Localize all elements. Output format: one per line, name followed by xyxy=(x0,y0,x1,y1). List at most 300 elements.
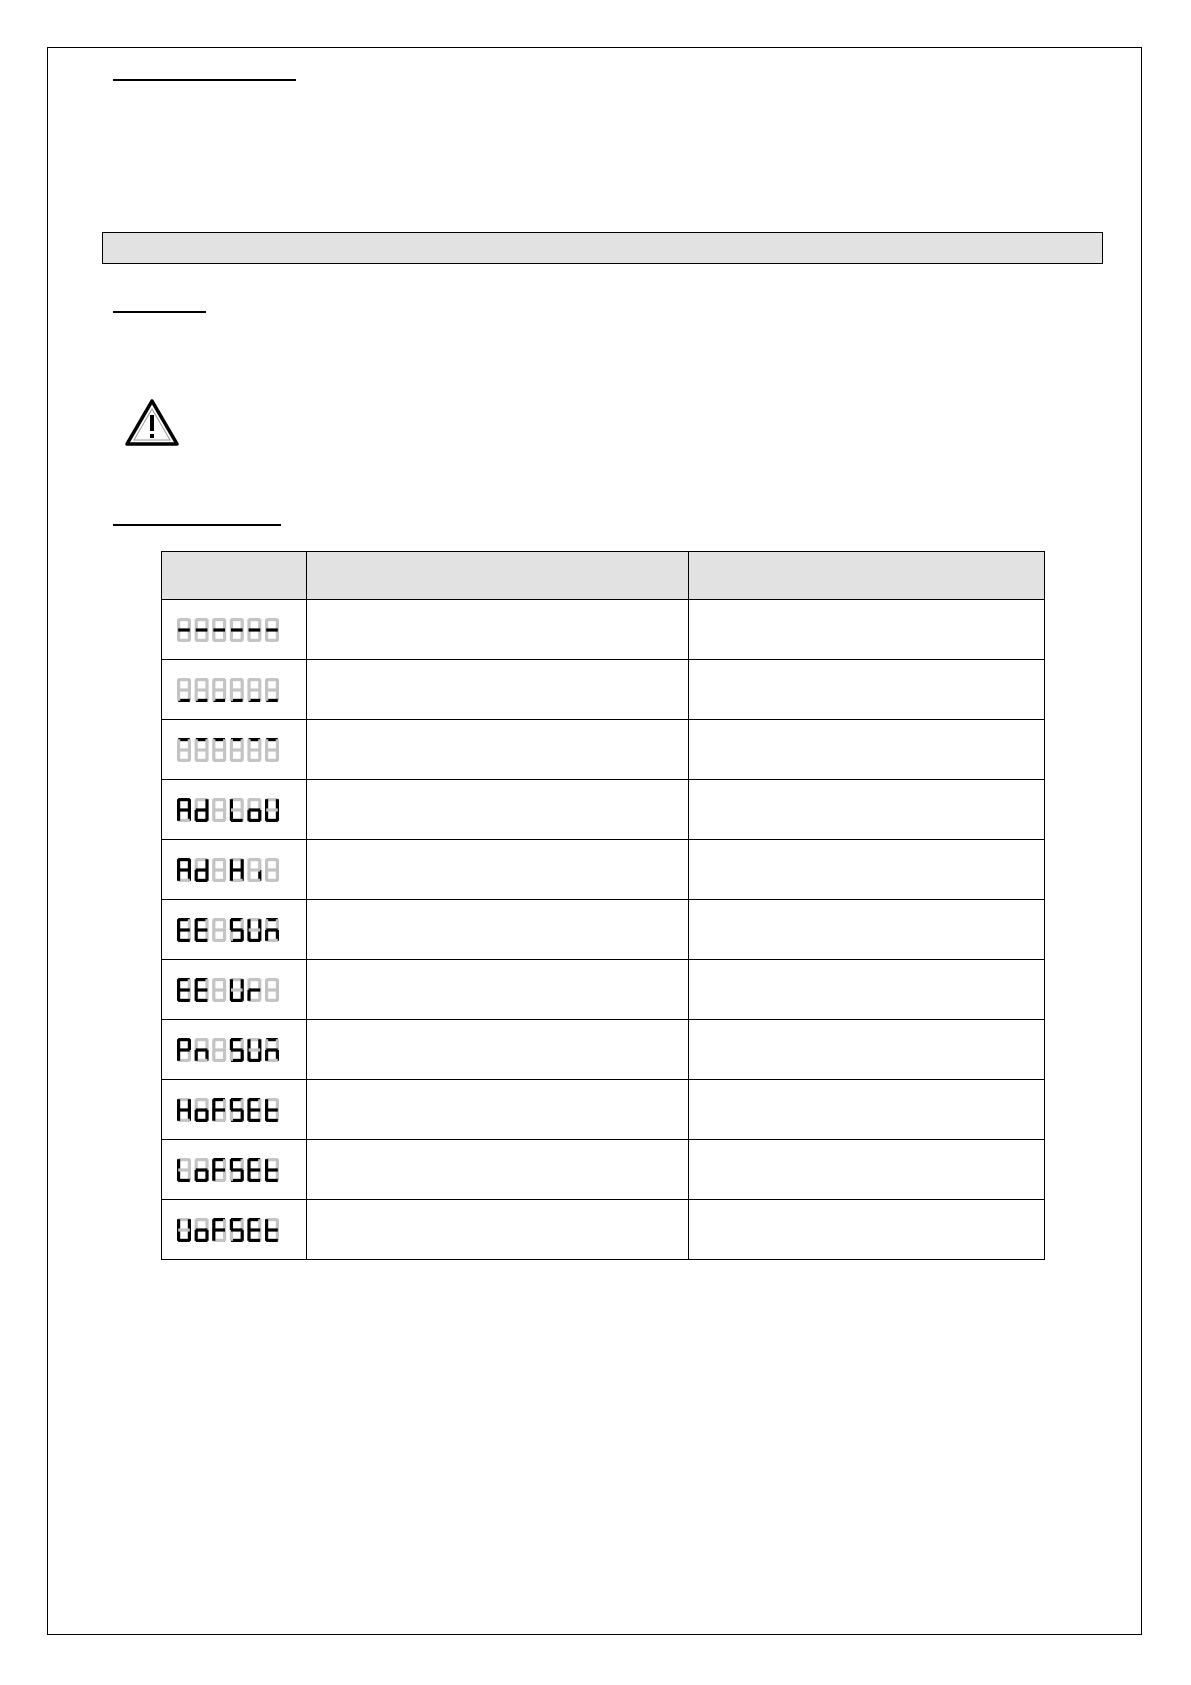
segment-unlit xyxy=(266,988,278,991)
segment-lit xyxy=(196,988,208,991)
segment-lit xyxy=(258,1039,261,1050)
segment-unlit xyxy=(258,1099,261,1110)
segment-unlit xyxy=(258,1159,261,1170)
description-cell xyxy=(307,780,689,840)
segment-unlit xyxy=(223,1219,226,1230)
display-digit xyxy=(230,618,244,642)
display-digit xyxy=(247,918,261,942)
segment-unlit xyxy=(205,1219,208,1230)
display-digit xyxy=(177,678,191,702)
segment-unlit xyxy=(195,1099,198,1110)
display-digit xyxy=(247,738,261,762)
segment-unlit xyxy=(177,690,180,701)
section-heading-underline-3 xyxy=(113,524,281,526)
segment-unlit xyxy=(205,979,208,990)
table-row xyxy=(162,780,1045,840)
segment-lit xyxy=(195,1230,198,1241)
segment-unlit xyxy=(213,748,225,751)
description-cell xyxy=(307,600,689,660)
segment-unlit xyxy=(276,979,279,990)
display-digit xyxy=(247,618,261,642)
seven-segment-display xyxy=(175,674,283,706)
segment-lit xyxy=(230,859,233,870)
segment-lit xyxy=(231,1048,243,1051)
segment-unlit xyxy=(213,688,225,691)
display-digit xyxy=(265,918,279,942)
segment-unlit xyxy=(178,1228,190,1231)
segment-unlit xyxy=(212,750,215,761)
segment-unlit xyxy=(230,619,233,630)
segment-lit xyxy=(178,868,190,871)
display-digit xyxy=(177,618,191,642)
segment-unlit xyxy=(223,1159,226,1170)
display-code-cell xyxy=(162,840,307,900)
table-row xyxy=(162,600,1045,660)
segment-lit xyxy=(195,990,198,1001)
segment-unlit xyxy=(276,619,279,630)
segment-unlit xyxy=(265,750,268,761)
segment-lit xyxy=(230,870,233,881)
display-digit xyxy=(195,1218,209,1242)
segment-unlit xyxy=(265,979,268,990)
segment-unlit xyxy=(247,679,250,690)
segment-unlit xyxy=(205,1099,208,1110)
segment-lit xyxy=(213,628,225,631)
segment-unlit xyxy=(212,739,215,750)
segment-lit xyxy=(230,990,233,1001)
segment-lit xyxy=(196,868,208,871)
segment-lit xyxy=(177,1110,180,1121)
segment-lit xyxy=(249,628,261,631)
segment-unlit xyxy=(230,630,233,641)
segment-lit xyxy=(188,1039,191,1050)
description-cell xyxy=(307,720,689,780)
display-digit xyxy=(230,678,244,702)
segment-lit xyxy=(265,1230,268,1241)
display-code-cell xyxy=(162,780,307,840)
segment-lit xyxy=(178,928,190,931)
display-digit xyxy=(230,798,244,822)
segment-unlit xyxy=(188,739,191,750)
display-digit xyxy=(177,978,191,1002)
segment-unlit xyxy=(247,799,250,810)
display-digit xyxy=(212,1218,226,1242)
segment-lit xyxy=(265,810,268,821)
segment-unlit xyxy=(223,1039,226,1050)
segment-lit xyxy=(231,1108,243,1111)
display-digit xyxy=(265,738,279,762)
segment-unlit xyxy=(276,1099,279,1110)
display-digit xyxy=(195,678,209,702)
segment-unlit xyxy=(230,739,233,750)
segment-lit xyxy=(177,1099,180,1110)
segment-unlit xyxy=(265,1039,268,1050)
display-digit xyxy=(265,1098,279,1122)
segment-unlit xyxy=(247,750,250,761)
display-digit xyxy=(195,798,209,822)
display-digit xyxy=(247,798,261,822)
table-row xyxy=(162,1200,1045,1260)
segment-unlit xyxy=(223,919,226,930)
display-digit xyxy=(195,738,209,762)
segment-unlit xyxy=(230,930,233,941)
display-digit xyxy=(230,738,244,762)
segment-lit xyxy=(196,1168,208,1171)
segment-lit xyxy=(258,919,261,930)
segment-lit xyxy=(230,1159,233,1170)
segment-unlit xyxy=(276,679,279,690)
display-digit xyxy=(247,1158,261,1182)
display-digit xyxy=(195,858,209,882)
segment-unlit xyxy=(247,619,250,630)
remedy-cell xyxy=(689,780,1045,840)
description-cell xyxy=(307,960,689,1020)
seven-segment-display xyxy=(175,1034,283,1066)
remedy-cell xyxy=(689,1020,1045,1080)
display-digit xyxy=(230,858,244,882)
segment-unlit xyxy=(205,619,208,630)
segment-lit xyxy=(177,979,180,990)
table-row xyxy=(162,960,1045,1020)
segment-lit xyxy=(212,1230,215,1241)
display-digit xyxy=(177,1158,191,1182)
description-cell xyxy=(307,1200,689,1260)
segment-unlit xyxy=(276,859,279,870)
segment-unlit xyxy=(265,690,268,701)
display-digit xyxy=(177,1038,191,1062)
segment-unlit xyxy=(212,979,215,990)
segment-lit xyxy=(249,1228,261,1231)
display-code-cell xyxy=(162,600,307,660)
segment-lit xyxy=(177,870,180,881)
segment-lit xyxy=(195,919,198,930)
segment-unlit xyxy=(258,859,261,870)
display-digit xyxy=(247,978,261,1002)
segment-lit xyxy=(177,1039,180,1050)
display-digit xyxy=(265,1038,279,1062)
segment-lit xyxy=(178,808,190,811)
display-digit xyxy=(177,798,191,822)
segment-unlit xyxy=(178,748,190,751)
segment-unlit xyxy=(276,739,279,750)
display-digit xyxy=(230,1098,244,1122)
remedy-cell xyxy=(689,900,1045,960)
segment-unlit xyxy=(265,619,268,630)
description-cell xyxy=(307,1080,689,1140)
segment-unlit xyxy=(276,1039,279,1050)
segment-lit xyxy=(231,628,243,631)
segment-unlit xyxy=(188,619,191,630)
segment-lit xyxy=(177,990,180,1001)
segment-unlit xyxy=(205,1039,208,1050)
segment-unlit xyxy=(258,739,261,750)
segment-unlit xyxy=(205,679,208,690)
segment-unlit xyxy=(249,1048,261,1051)
display-digit xyxy=(212,858,226,882)
seven-segment-display xyxy=(175,974,283,1006)
segment-lit xyxy=(265,799,268,810)
segment-lit xyxy=(177,1219,180,1230)
display-digit xyxy=(230,1038,244,1062)
remedy-cell xyxy=(689,1140,1045,1200)
description-cell xyxy=(307,1140,689,1200)
segment-lit xyxy=(247,810,250,821)
segment-unlit xyxy=(266,748,278,751)
segment-lit xyxy=(265,930,268,941)
segment-unlit xyxy=(205,919,208,930)
warning-triangle-icon xyxy=(124,398,180,448)
display-digit xyxy=(230,918,244,942)
seven-segment-display xyxy=(175,1154,283,1186)
segment-lit xyxy=(177,810,180,821)
segment-unlit xyxy=(212,930,215,941)
segment-lit xyxy=(230,1039,233,1050)
segment-unlit xyxy=(230,1230,233,1241)
segment-lit xyxy=(212,1219,215,1230)
display-digit xyxy=(265,678,279,702)
segment-unlit xyxy=(212,1050,215,1061)
segment-lit xyxy=(249,1168,261,1171)
segment-unlit xyxy=(223,679,226,690)
segment-unlit xyxy=(230,750,233,761)
segment-unlit xyxy=(230,1050,233,1061)
segment-unlit xyxy=(258,979,261,990)
segment-unlit xyxy=(247,870,250,881)
segment-unlit xyxy=(177,739,180,750)
segment-lit xyxy=(205,799,208,810)
segment-lit xyxy=(266,928,278,931)
segment-lit xyxy=(196,808,208,811)
table-row xyxy=(162,1080,1045,1140)
segment-unlit xyxy=(230,1170,233,1181)
display-digit xyxy=(177,1098,191,1122)
segment-lit xyxy=(178,988,190,991)
seven-segment-display xyxy=(175,1094,283,1126)
segment-unlit xyxy=(266,868,278,871)
segment-unlit xyxy=(195,859,198,870)
segment-lit xyxy=(241,859,244,870)
segment-unlit xyxy=(177,619,180,630)
display-digit xyxy=(247,1038,261,1062)
segment-lit xyxy=(178,1048,190,1051)
display-code-cell xyxy=(162,1020,307,1080)
display-code-cell xyxy=(162,660,307,720)
description-cell xyxy=(307,660,689,720)
segment-lit xyxy=(195,930,198,941)
segment-lit xyxy=(178,1108,190,1111)
remedy-cell xyxy=(689,1200,1045,1260)
segment-lit xyxy=(195,810,198,821)
segment-lit xyxy=(188,859,191,870)
display-digit xyxy=(247,1218,261,1242)
table-header-row xyxy=(162,552,1045,600)
seven-segment-display xyxy=(175,914,283,946)
segment-unlit xyxy=(231,808,243,811)
segment-unlit xyxy=(223,1099,226,1110)
segment-lit xyxy=(266,1108,278,1111)
segment-unlit xyxy=(258,619,261,630)
segment-unlit xyxy=(177,750,180,761)
segment-lit xyxy=(230,810,233,821)
segment-lit xyxy=(231,868,243,871)
segment-lit xyxy=(188,1219,191,1230)
display-digit xyxy=(265,1158,279,1182)
segment-unlit xyxy=(213,868,225,871)
display-digit xyxy=(195,918,209,942)
segment-unlit xyxy=(188,1159,191,1170)
display-digit xyxy=(247,1098,261,1122)
segment-lit xyxy=(213,1108,225,1111)
segment-lit xyxy=(266,1048,278,1051)
segment-lit xyxy=(265,1159,268,1170)
segment-unlit xyxy=(212,859,215,870)
segment-unlit xyxy=(195,1159,198,1170)
seven-segment-display xyxy=(175,614,283,646)
display-digit xyxy=(247,858,261,882)
segment-lit xyxy=(249,988,261,991)
segment-unlit xyxy=(195,679,198,690)
segment-lit xyxy=(177,919,180,930)
display-code-cell xyxy=(162,1200,307,1260)
segment-unlit xyxy=(276,1159,279,1170)
segment-unlit xyxy=(212,619,215,630)
display-digit xyxy=(177,918,191,942)
segment-lit xyxy=(196,1048,208,1051)
segment-lit xyxy=(231,928,243,931)
segment-lit xyxy=(231,1228,243,1231)
remedy-cell xyxy=(689,960,1045,1020)
segment-unlit xyxy=(249,748,261,751)
display-digit xyxy=(212,738,226,762)
segment-unlit xyxy=(258,1219,261,1230)
segment-lit xyxy=(247,1099,250,1110)
segment-unlit xyxy=(231,748,243,751)
segment-lit xyxy=(177,1230,180,1241)
segment-lit xyxy=(177,1159,180,1170)
remedy-cell xyxy=(689,720,1045,780)
segment-unlit xyxy=(266,808,278,811)
segment-unlit xyxy=(196,748,208,751)
segment-unlit xyxy=(265,739,268,750)
segment-unlit xyxy=(258,799,261,810)
display-digit xyxy=(212,978,226,1002)
segment-unlit xyxy=(230,690,233,701)
description-cell xyxy=(307,900,689,960)
segment-lit xyxy=(213,1228,225,1231)
display-digit xyxy=(247,678,261,702)
segment-unlit xyxy=(178,1168,190,1171)
error-code-table xyxy=(161,551,1045,1260)
segment-unlit xyxy=(213,1048,225,1051)
display-digit xyxy=(195,978,209,1002)
segment-unlit xyxy=(241,799,244,810)
segment-unlit xyxy=(213,928,225,931)
segment-lit xyxy=(178,628,190,631)
segment-unlit xyxy=(188,919,191,930)
display-digit xyxy=(195,1158,209,1182)
segment-unlit xyxy=(241,739,244,750)
segment-lit xyxy=(195,1050,198,1061)
display-digit xyxy=(177,738,191,762)
segment-lit xyxy=(230,799,233,810)
display-digit xyxy=(212,678,226,702)
display-digit xyxy=(265,798,279,822)
display-digit xyxy=(265,618,279,642)
segment-unlit xyxy=(212,630,215,641)
segment-lit xyxy=(195,979,198,990)
segment-unlit xyxy=(247,630,250,641)
segment-unlit xyxy=(241,1159,244,1170)
segment-lit xyxy=(196,1228,208,1231)
segment-lit xyxy=(177,930,180,941)
table-row xyxy=(162,1140,1045,1200)
segment-unlit xyxy=(265,919,268,930)
display-digit xyxy=(265,1218,279,1242)
segment-unlit xyxy=(205,1159,208,1170)
display-digit xyxy=(212,1158,226,1182)
segment-unlit xyxy=(213,988,225,991)
segment-unlit xyxy=(265,630,268,641)
segment-lit xyxy=(213,1168,225,1171)
segment-unlit xyxy=(177,630,180,641)
segment-unlit xyxy=(231,988,243,991)
description-cell xyxy=(307,840,689,900)
table-row xyxy=(162,900,1045,960)
segment-unlit xyxy=(223,859,226,870)
segment-lit xyxy=(212,1170,215,1181)
segment-lit xyxy=(230,1219,233,1230)
segment-unlit xyxy=(241,679,244,690)
display-digit xyxy=(195,1038,209,1062)
segment-unlit xyxy=(276,1219,279,1230)
segment-unlit xyxy=(205,739,208,750)
segment-unlit xyxy=(247,979,250,990)
segment-lit xyxy=(265,1170,268,1181)
segment-unlit xyxy=(195,690,198,701)
segment-lit xyxy=(265,1219,268,1230)
remedy-cell xyxy=(689,660,1045,720)
segment-unlit xyxy=(212,1039,215,1050)
segment-lit xyxy=(177,1050,180,1061)
display-digit xyxy=(212,918,226,942)
display-digit xyxy=(212,1098,226,1122)
segment-lit xyxy=(195,1170,198,1181)
segment-unlit xyxy=(241,619,244,630)
display-digit xyxy=(212,798,226,822)
segment-lit xyxy=(249,1108,261,1111)
display-digit xyxy=(265,978,279,1002)
segment-unlit xyxy=(195,739,198,750)
segment-unlit xyxy=(249,928,261,931)
header-display xyxy=(162,552,307,600)
seven-segment-display xyxy=(175,794,283,826)
segment-unlit xyxy=(241,1099,244,1110)
segment-lit xyxy=(205,859,208,870)
segment-unlit xyxy=(266,688,278,691)
segment-unlit xyxy=(212,919,215,930)
segment-unlit xyxy=(276,919,279,930)
segment-lit xyxy=(196,1108,208,1111)
segment-lit xyxy=(247,1170,250,1181)
segment-unlit xyxy=(223,739,226,750)
segment-unlit xyxy=(195,799,198,810)
table-row xyxy=(162,840,1045,900)
segment-unlit xyxy=(212,799,215,810)
display-code-cell xyxy=(162,1080,307,1140)
display-code-cell xyxy=(162,960,307,1020)
segment-unlit xyxy=(231,688,243,691)
segment-lit xyxy=(212,1099,215,1110)
